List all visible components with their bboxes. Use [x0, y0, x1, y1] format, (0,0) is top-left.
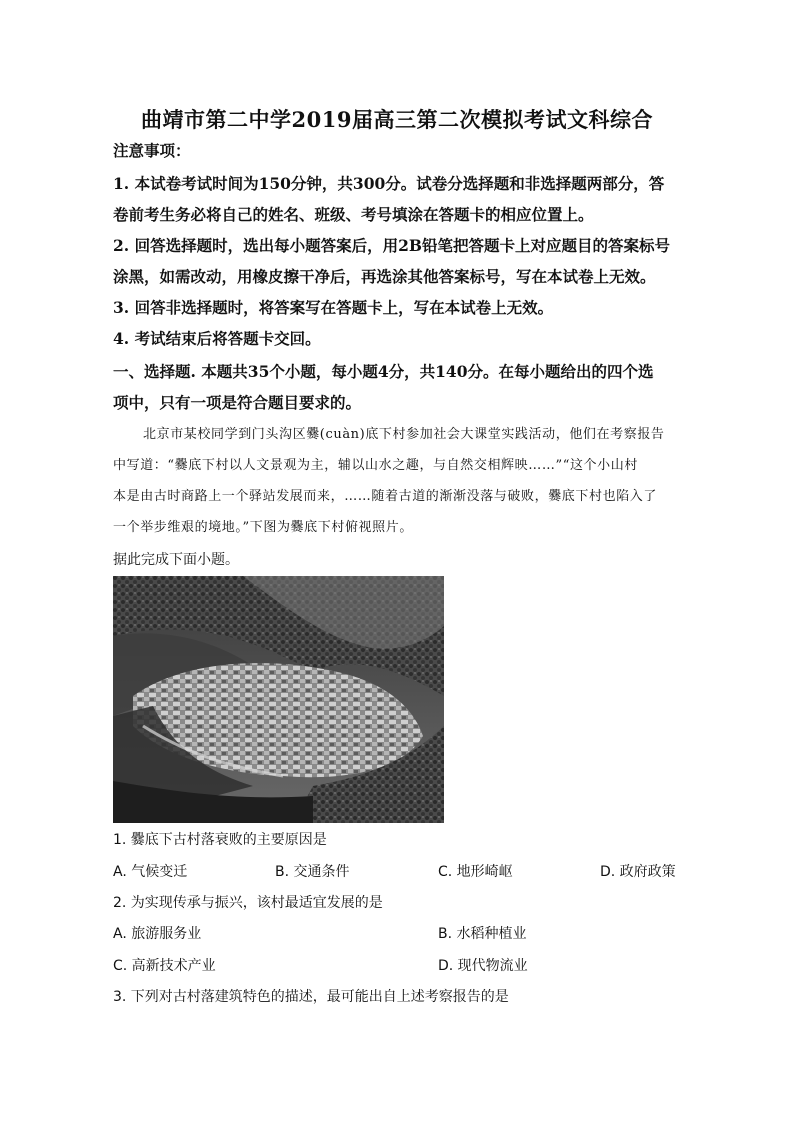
question-option: B. 交通条件 [275, 864, 350, 880]
question-option: A. 旅游服务业 [113, 926, 202, 942]
question-stem: 1. 爨底下古村落衰败的主要原因是 [113, 832, 327, 848]
notice-line: 涂黑，如需改动，用橡皮擦干净后，再选涂其他答案标号，写在本试卷上无效。 [113, 267, 656, 286]
section-heading: 项中，只有一项是符合题目要求的。 [113, 393, 362, 412]
question-option: C. 高新技术产业 [113, 958, 216, 974]
question-option: A. 气候变迁 [113, 864, 188, 880]
passage-line: 本是由古时商路上一个驿站发展而来，……随着古道的渐渐没落与破败，爨底下村也陷入了 [113, 489, 658, 504]
passage-line: 北京市某校同学到门头沟区爨(cuàn)底下村参加社会大课堂实践活动，他们在考察报告 [143, 427, 665, 442]
question-option: D. 现代物流业 [438, 958, 528, 974]
question-stem: 3. 下列对古村落建筑特色的描述，最可能出自上述考察报告的是 [113, 989, 509, 1005]
passage-line: 一个举步维艰的境地。”下图为爨底下村俯视照片。 [113, 520, 413, 535]
question-option: D. 政府政策 [600, 864, 676, 880]
village-aerial-photo [113, 576, 444, 823]
page-title: 曲靖市第二中学2019届高三第二次模拟考试文科综合 [141, 107, 653, 132]
instruction: 据此完成下面小题。 [113, 552, 239, 568]
question-option: B. 水稻种植业 [438, 926, 527, 942]
notice-line: 1. 本试卷考试时间为150分钟，共300分。试卷分选择题和非选择题两部分，答 [113, 174, 665, 193]
notice-line: 2. 回答选择题时，选出每小题答案后，用2B铅笔把答题卡上对应题目的答案标号 [113, 236, 670, 255]
question-stem: 2. 为实现传承与振兴，该村最适宜发展的是 [113, 895, 383, 911]
question-option: C. 地形崎岖 [438, 864, 513, 880]
notice-line: 卷前考生务必将自己的姓名、班级、考号填涂在答题卡的相应位置上。 [113, 205, 594, 224]
notice-heading: 注意事项： [113, 141, 191, 160]
notice-line: 4. 考试结束后将答题卡交回。 [113, 329, 321, 348]
notice-line: 3. 回答非选择题时，将答案写在答题卡上，写在本试卷上无效。 [113, 298, 554, 317]
village-photo-icon [113, 576, 444, 823]
section-heading: 一、选择题. 本题共35个小题，每小题4分，共140分。在每小题给出的四个选 [113, 362, 654, 381]
passage-line: 中写道：“爨底下村以人文景观为主，辅以山水之趣，与自然交相辉映……”“这个小山村 [113, 458, 638, 473]
